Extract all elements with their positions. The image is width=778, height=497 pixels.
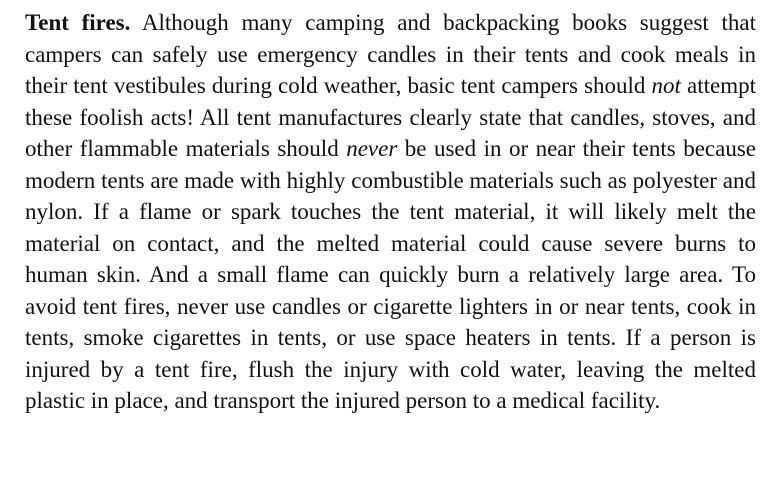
paragraph-heading: Tent fires. (25, 10, 131, 35)
paragraph-text-run: be used in or near their tents because modern tents are made with highly combustible materials such as polyester and nylon. If a flame or spark touches the tent material, it will likely melt the material on contact, and the melted material could cause severe burns to human skin. And a small flame can quickly burn a relatively large area. To avoid tent fires, never use candles or cigarette lighters in or near tents, cook in tents, smoke cigarettes in tents, or use space heaters in tents. If a person is injured by a tent fire, flush the injury with cold water, leaving the melted plastic in place, and transport the injured person to a medical facility. (25, 136, 756, 413)
paragraph-text-run: attempt these foolish acts! All tent manufactures clearly state that candles, stoves, and other flammable materials should (25, 73, 756, 161)
emphasis-never: never (346, 136, 398, 161)
document-page (25, 7, 756, 417)
paragraph-text-run: Although many camping and backpacking books suggest that campers can safely use emergency candles in their tents and cook meals in their tent vestibules during cold weather, basic tent campers should (25, 10, 756, 98)
tent-fires-paragraph (25, 7, 756, 417)
emphasis-not: not (651, 73, 681, 98)
